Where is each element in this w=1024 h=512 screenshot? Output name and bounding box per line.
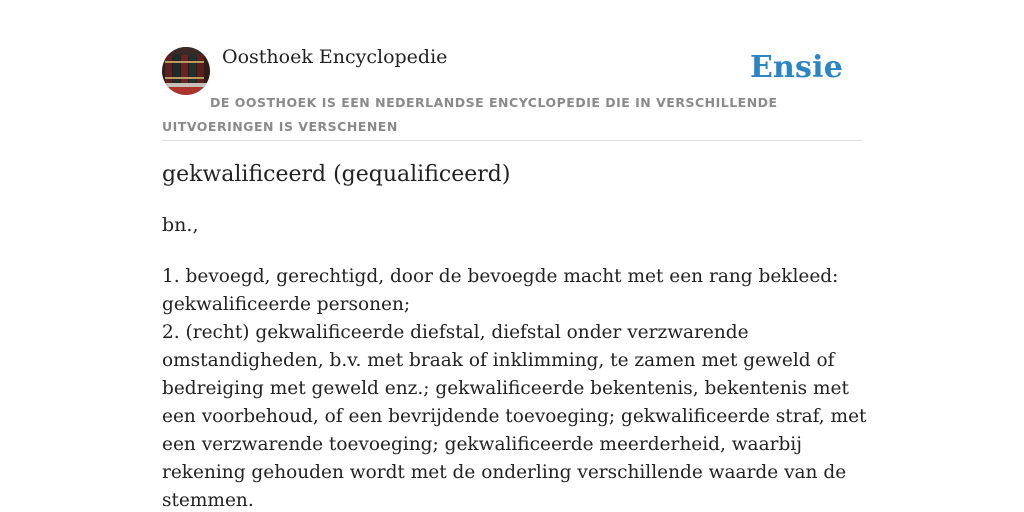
definition-2: 2. (recht) gekwalificeerde diefstal, diefstal onder verzwarende omstandigheden, b.v. met braak of inklimming, te zamen met geweld of bedreiging met geweld enz.; gekwalificeerde bekentenis, bekentenis met een voorbehoud, of een bevrijdende toevoeging; gekwalificeerde straf, met een verzwarende toevoeging; gekwalificeerde meerderheid, waarbij rekening gehouden wordt met de onderling verschillende waarde van de stemmen. [162,322,867,511]
part-of-speech: bn., [162,214,199,236]
source-name[interactable]: Oosthoek Encyclopedie [222,46,448,68]
entry-title: gekwalificeerd (gequalificeerd) [162,162,511,187]
definition-text [162,263,867,512]
definition-1: 1. bevoegd, gerechtigd, door de bevoegde macht met een rang bekleed: gekwalificeerde personen; [162,266,839,315]
source-header [162,44,862,141]
source-tagline: DE OOSTHOEK IS EEN NEDERLANDSE ENCYCLOPEDIE DIE IN VERSCHILLENDE UITVOERINGEN IS VERSCHENEN [162,95,778,134]
ensie-logo-link[interactable]: Ensie [749,50,843,85]
encyclopedia-books-icon[interactable] [162,47,210,95]
